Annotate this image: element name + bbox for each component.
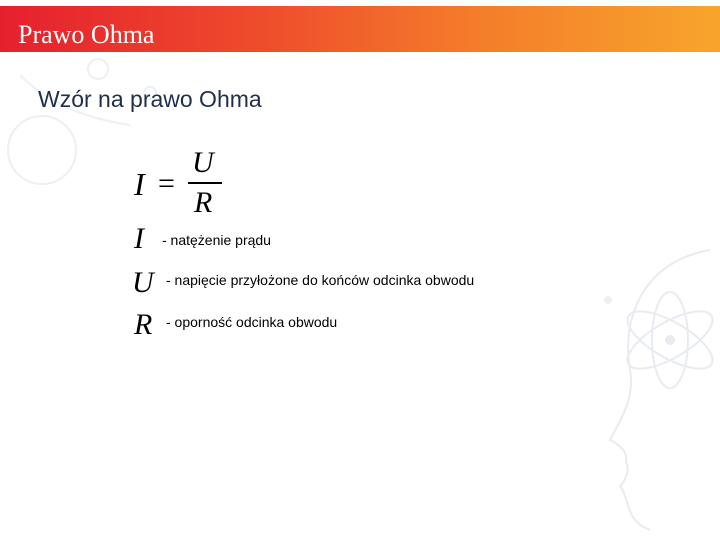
title-bar — [0, 6, 720, 52]
decorative-head-atom-graphic — [560, 230, 720, 540]
formula-lhs: I — [134, 166, 145, 202]
slide-title: Prawo Ohma — [18, 20, 155, 49]
formula-panel — [118, 142, 568, 342]
legend-desc-resistance: - oporność odcinka obwodu — [166, 314, 338, 330]
slide-subtitle: Wzór na prawo Ohma — [38, 86, 262, 112]
legend-desc-current: - natężenie prądu — [162, 232, 271, 248]
legend-symbol-resistance: R — [134, 308, 153, 341]
legend-desc-voltage: - napięcie przyłożone do końców odcinka obwodu — [166, 272, 475, 288]
legend-symbol-voltage: U — [132, 266, 154, 299]
formula-equals: = — [158, 167, 175, 200]
formula-numerator: U — [192, 146, 214, 179]
fraction-bar — [188, 182, 222, 184]
formula-denominator: R — [194, 186, 213, 219]
legend-symbol-current: I — [134, 222, 144, 255]
